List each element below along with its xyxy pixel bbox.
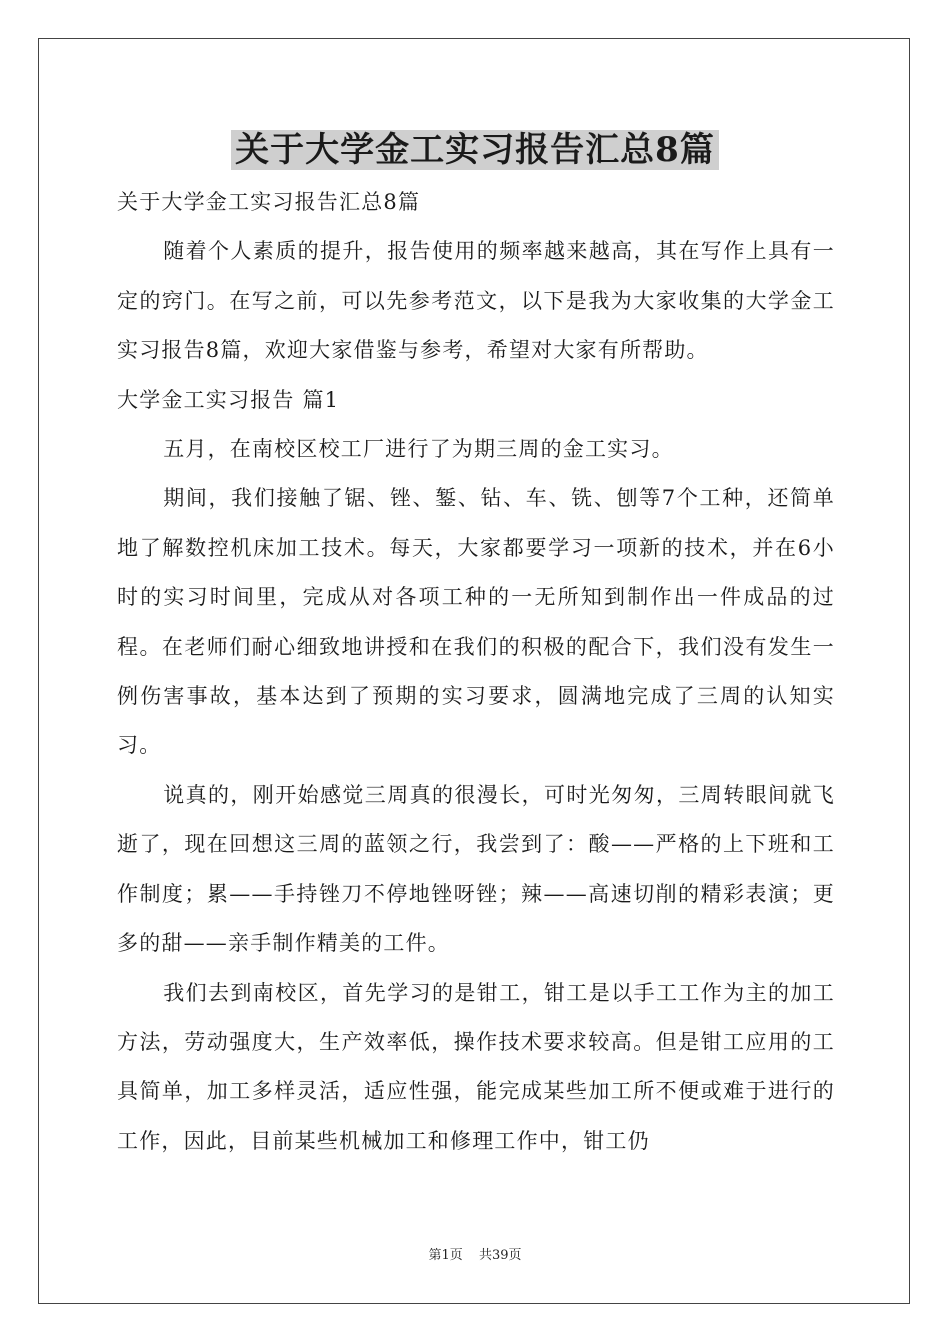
document-subtitle: 关于大学金工实习报告汇总8篇 xyxy=(117,190,421,214)
page-number: 第1页 xyxy=(428,1248,463,1263)
page-total: 共39页 xyxy=(478,1248,522,1263)
body-paragraph: 期间，我们接触了锯、锉、錾、钻、车、铣、刨等7个工种，还简单地了解数控机床加工技术。每天，大家都要学习一项新的技术，并在6小时的实习时间里，完成从对各项工种的一无所知到制作出一件成品的过程。在老师们耐心细致地讲授和在我们的积极的配合下，我们没有发生一例伤害事故，基本达到了预期的实习要求，圆满地完成了三周的认知实习。 xyxy=(117,486,835,758)
document-body xyxy=(117,178,835,1166)
document-title xyxy=(0,124,950,176)
section-heading: 大学金工实习报告 篇1 xyxy=(117,387,340,412)
body-paragraph: 五月，在南校区校工厂进行了为期三周的金工实习。 xyxy=(163,437,674,462)
body-paragraph: 我们去到南校区，首先学习的是钳工，钳工是以手工工作为主的加工方法，劳动强度大，生产效率低，操作技术要求较高。但是钳工应用的工具简单，加工多样灵活，适应性强，能完成某些加工所不便或难于进行的工作，因此，目前某些机械加工和修理工作中，钳工仍 xyxy=(117,980,835,1153)
body-paragraph: 说真的，刚开始感觉三周真的很漫长，可时光匆匆，三周转眼间就飞逝了，现在回想这三周的蓝领之行，我尝到了：酸——严格的上下班和工作制度；累——手持锉刀不停地锉呀锉；辣——高速切削的精彩表演；更多的甜——亲手制作精美的工件。 xyxy=(117,782,835,956)
document-title-text: 关于大学金工实习报告汇总8篇 xyxy=(231,130,719,170)
page-footer xyxy=(0,1246,950,1266)
body-paragraph: 随着个人素质的提升，报告使用的频率越来越高，其在写作上具有一定的窍门。在写之前，可以先参考范文，以下是我为大家收集的大学金工实习报告8篇，欢迎大家借鉴与参考，希望对大家有所帮助。 xyxy=(117,239,835,363)
